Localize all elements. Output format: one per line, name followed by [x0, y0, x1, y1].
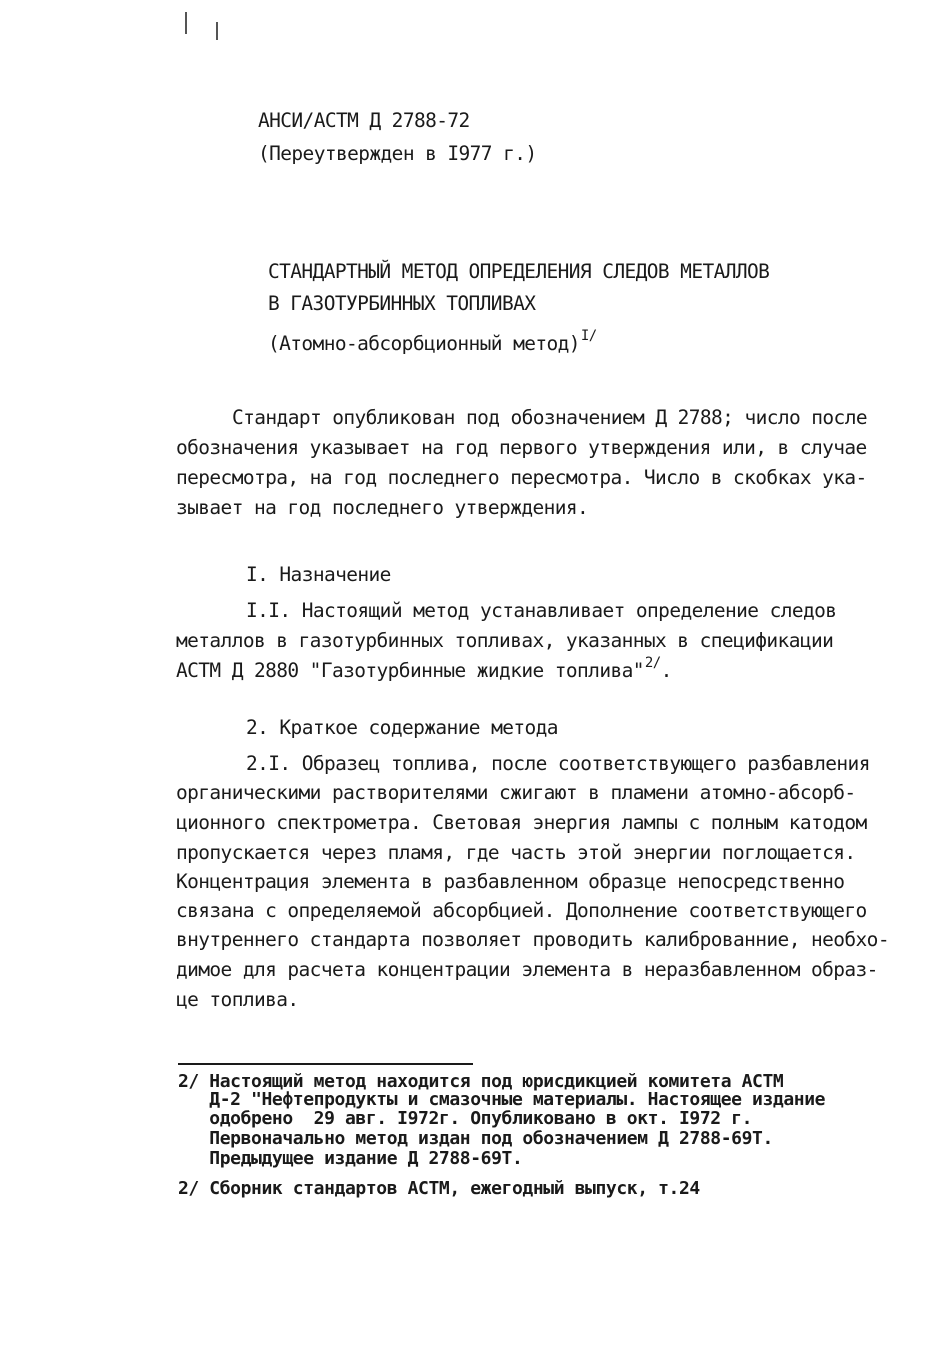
intro-line: Стандарт опубликован под обозначением Д 2788; число после: [232, 406, 867, 429]
section-2-line: пропускается через пламя, где часть этой энергии поглощается.: [176, 841, 856, 864]
section-1-line: [176, 655, 672, 682]
footnote-rule: [178, 1063, 473, 1065]
footnote-1-line: 2/ Настоящий метод находится под юрисдикцией комитета АСТМ: [178, 1071, 784, 1092]
standard-code: АНСИ/АСТМ Д 2788-72: [258, 109, 470, 132]
footnote-1-line: Д-2 "Нефтепродукты и смазочные материалы. Настоящее издание: [178, 1089, 826, 1110]
section-2-heading: 2. Краткое содержание метода: [246, 716, 558, 739]
section-1-line: I.I. Настоящий метод устанавливает определение следов: [246, 599, 837, 622]
footnote-2: 2/ Сборник стандартов АСТМ, ежегодный выпуск, т.24: [178, 1178, 700, 1199]
title-method: (Атомно-абсорбционный метод): [268, 332, 580, 355]
section-2-line: внутреннего стандарта позволяет проводить калиброванние, необхо-: [176, 928, 889, 951]
section-1-line: металлов в газотурбинных топливах, указанных в спецификации: [176, 629, 834, 652]
footnote-1-line: Предыдущее издание Д 2788-69Т.: [178, 1148, 523, 1169]
scan-mark: [216, 22, 218, 40]
title-line-3: [268, 328, 597, 355]
scan-mark: [185, 12, 187, 34]
reapproval-note: (Переутвержден в I977 г.): [258, 142, 537, 165]
section-2-line: 2.I. Образец топлива, после соответствующего разбавления: [246, 752, 870, 775]
section-2-line: це топлива.: [176, 988, 299, 1011]
section-2-line: связана с определяемой абсорбцией. Дополнение соответствующего: [176, 899, 867, 922]
intro-line: пересмотра, на год последнего пересмотра. Число в скобках ука-: [176, 466, 867, 489]
footnote-1-line: одобрено 29 авг. I972г. Опубликовано в окт. I972 г.: [178, 1108, 753, 1129]
intro-line: обозначения указывает на год первого утверждения или, в случае: [176, 436, 867, 459]
title-line-2: В ГАЗОТУРБИННЫХ ТОПЛИВАХ: [268, 292, 536, 315]
footnote-ref-1: I/: [580, 328, 597, 344]
section-2-line: органическими растворителями сжигают в пламени атомно-абсорб-: [176, 781, 856, 804]
section-2-line: ционного спектрометра. Световая энергия лампы с полным катодом: [176, 811, 867, 834]
section-1-heading: I. Назначение: [246, 563, 391, 586]
footnote-ref-2: 2/: [644, 655, 661, 671]
section-1-period: .: [660, 659, 672, 682]
section-2-line: димое для расчета концентрации элемента в неразбавленном образ-: [176, 958, 878, 981]
intro-line: зывает на год последнего утверждения.: [176, 496, 589, 519]
footnote-1-line: Первоначально метод издан под обозначением Д 2788-69Т.: [178, 1128, 773, 1149]
title-line-1: СТАНДАРТНЫЙ МЕТОД ОПРЕДЕЛЕНИЯ СЛЕДОВ МЕТАЛЛОВ: [268, 260, 770, 283]
section-1-last-text: АСТМ Д 2880 "Газотурбинные жидкие топлива": [176, 659, 644, 682]
section-2-line: Концентрация элемента в разбавленном образце непосредственно: [176, 870, 845, 893]
